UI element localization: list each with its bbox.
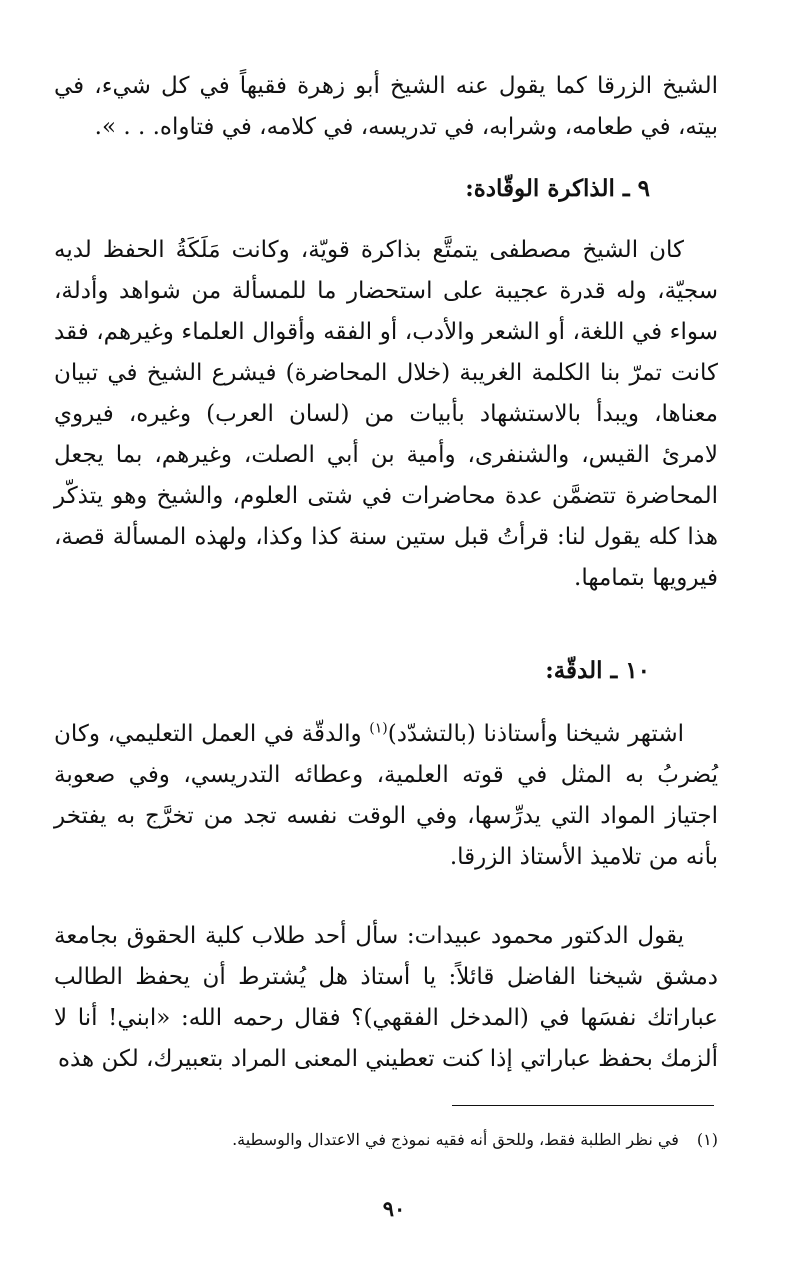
paragraph-precision [54, 714, 718, 878]
paragraph-continuation: الشيخ الزرقا كما يقول عنه الشيخ أبو زهرة فقيهاً في كل شيء، في بيته، في طعامه، وشرابه، في تدريسه، في كلامه، في فتاواه. . . ». [54, 73, 718, 140]
footnote-divider [452, 1105, 714, 1106]
footnote [54, 1128, 718, 1152]
paragraph-anecdote: يقول الدكتور محمود عبيدات: سأل أحد طلاب كلية الحقوق بجامعة دمشق شيخنا الفاضل قائلاً: يا أستاذ هل يُشترط أن يحفظ الطالب عباراتك نفسَها في (المدخل الفقهي)؟ فقال رحمه الله: «ابني! أنا لا ألزمك بحفظ عباراتي إذا كنت تعطيني المعنى المراد بتعبيرك، لكن هذه [54, 923, 718, 1072]
footnote-number: (١) [696, 1130, 718, 1149]
paragraph-memory: كان الشيخ مصطفى يتمتَّع بذاكرة قويّة، وكانت مَلَكَةُ الحفظ لديه سجيّة، وله قدرة عجيبة على استحضار ما للمسألة من شواهد وأدلة، سواء في اللغة، أو الشعر والأدب، أو الفقه وأقوال العلماء وغيرهم، فقد كانت تمرّ بنا الكلمة الغريبة (خلال المحاضرة) فيشرع الشيخ في تبيان معناها، ويبدأ بالاستشهاد بأبيات من (لسان العرب) وغيره، فيروي لامرئ القيس، والشنفرى، وأمية بن أبي الصلت، وغيرهم، بما يجعل المحاضرة تتضمَّن عدة محاضرات في شتى العلوم، والشيخ وهو يتذكّر هذا كله يقول لنا: قرأتُ قبل ستين سنة كذا وكذا، ولهذه المسألة قصة، فيرويها بتمامها. [54, 237, 718, 591]
paragraph-precision-start: اشتهر شيخنا وأستاذنا (بالتشدّد) [387, 721, 685, 747]
section-heading-memory: ٩ ـ الذاكرة الوقّادة: [465, 175, 650, 202]
page-number: ٩٠ [382, 1196, 406, 1221]
footnote-text: في نظر الطلبة فقط، وللحق أنه فقيه نموذج في الاعتدال والوسطية. [232, 1130, 679, 1149]
footnote-reference: (١) [369, 720, 388, 737]
paragraph-precision-rest: والدقّة في العمل التعليمي، وكان يُضربُ به المثل في قوته العلمية، وعطائه التدريسي، وفي صعوبة اجتياز المواد التي يدرِّسها، وفي الوقت نفسه تجد من تخرَّج به يفتخر بأنه من تلاميذ الأستاذ الزرقا. [54, 721, 718, 870]
section-heading-precision: ١٠ ـ الدقّة: [545, 657, 650, 684]
